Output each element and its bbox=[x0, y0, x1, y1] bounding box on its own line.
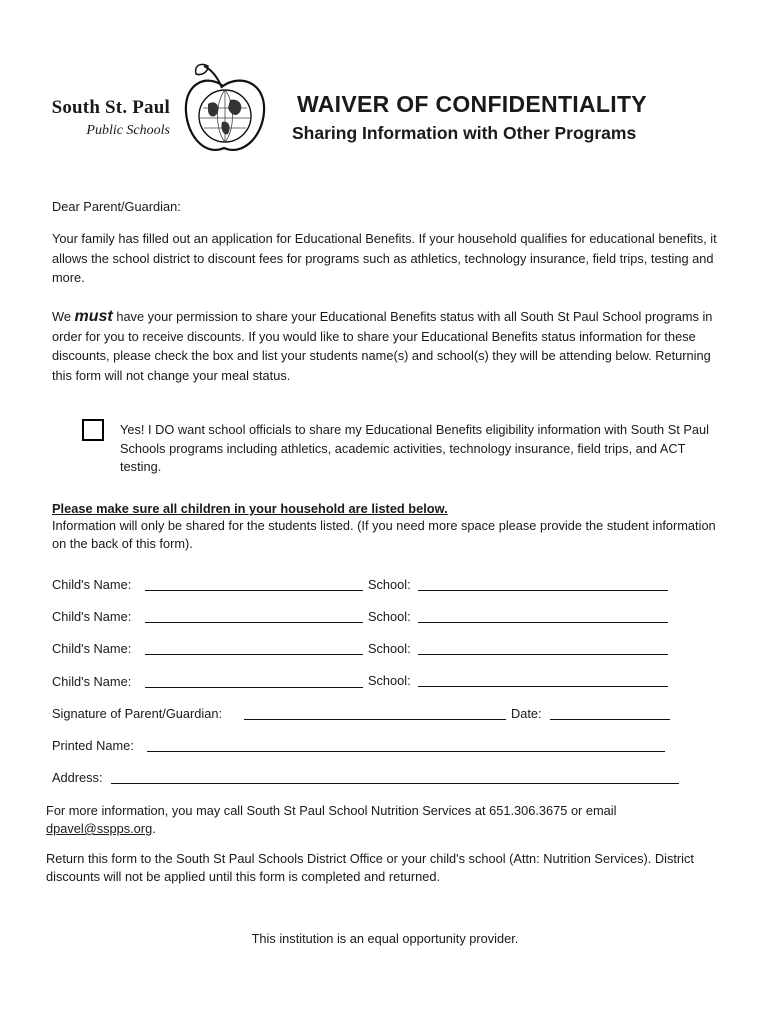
form-subtitle: Sharing Information with Other Programs bbox=[292, 123, 637, 143]
school-label: School: bbox=[368, 641, 411, 656]
child-name-label: Child's Name: bbox=[52, 609, 132, 624]
permission-paragraph bbox=[52, 307, 720, 385]
intro-paragraph: Your family has filled out an application for Educational Benefits. If your household qualifies for educational benefits, it allows the school district to discount fees for programs such as athletics, technology insurance, field trips, testing and more. bbox=[52, 231, 717, 286]
date-label: Date: bbox=[511, 706, 542, 721]
email-period: . bbox=[152, 821, 156, 836]
child-name-label: Child's Name: bbox=[52, 577, 132, 592]
equal-opportunity-statement: This institution is an equal opportunity provider. bbox=[251, 931, 519, 946]
printed-name-field[interactable] bbox=[147, 751, 665, 752]
school-field[interactable] bbox=[418, 686, 668, 687]
signature-label: Signature of Parent/Guardian: bbox=[52, 706, 223, 721]
district-logo-text bbox=[44, 97, 170, 139]
contact-text: For more information, you may call South St Paul School Nutrition Services at 651.306.3675 or email bbox=[46, 803, 617, 818]
school-field[interactable] bbox=[418, 590, 668, 591]
permission-text-end: have your permission to share your Educational Benefits status with all South St Paul School programs in order for you to receive discounts. If you would like to share your Educational Benefits status information for these discounts, please check the box and list your students name(s) and school(s) they will be attending below. Returning this form will not change your meal status. bbox=[52, 309, 713, 383]
child-name-field[interactable] bbox=[145, 622, 363, 623]
school-label: School: bbox=[368, 577, 411, 592]
return-instructions: Return this form to the South St Paul Schools District Office or your child's school (Attn: Nutrition Services). District discounts will not be applied until this form is completed and returned. bbox=[46, 851, 694, 884]
printed-name-label: Printed Name: bbox=[52, 738, 134, 753]
child-name-field[interactable] bbox=[145, 687, 363, 688]
child-name-field[interactable] bbox=[145, 590, 363, 591]
date-field[interactable] bbox=[550, 719, 670, 720]
contact-info bbox=[46, 802, 726, 838]
email-link[interactable]: dpavel@sspps.org bbox=[46, 821, 153, 836]
district-name: South St. Paul bbox=[51, 97, 170, 118]
school-field[interactable] bbox=[418, 654, 668, 655]
greeting: Dear Parent/Guardian: bbox=[52, 199, 181, 214]
school-label: School: bbox=[368, 673, 411, 688]
consent-text: Yes! I DO want school officials to share my Educational Benefits eligibility information with South St Paul Schools programs including athletics, academic activities, technology insurance, field trips, and ACT testing. bbox=[120, 422, 709, 474]
child-name-label: Child's Name: bbox=[52, 674, 132, 689]
consent-checkbox[interactable] bbox=[82, 419, 104, 441]
permission-text-start: We bbox=[52, 309, 75, 324]
signature-field[interactable] bbox=[244, 719, 506, 720]
apple-globe-logo-icon bbox=[178, 60, 270, 160]
school-field[interactable] bbox=[418, 622, 668, 623]
must-emphasis: must bbox=[74, 308, 113, 325]
students-note: Information will only be shared for the students listed. (If you need more space please provide the student information on the back of this form). bbox=[52, 518, 716, 551]
address-label: Address: bbox=[52, 770, 103, 785]
form-title: WAIVER OF CONFIDENTIALITY bbox=[297, 91, 647, 117]
child-name-label: Child's Name: bbox=[52, 641, 132, 656]
address-field[interactable] bbox=[111, 783, 679, 784]
district-subtitle: Public Schools bbox=[86, 123, 170, 138]
child-name-field[interactable] bbox=[145, 654, 363, 655]
school-label: School: bbox=[368, 609, 411, 624]
students-heading: Please make sure all children in your household are listed below. bbox=[52, 501, 448, 516]
